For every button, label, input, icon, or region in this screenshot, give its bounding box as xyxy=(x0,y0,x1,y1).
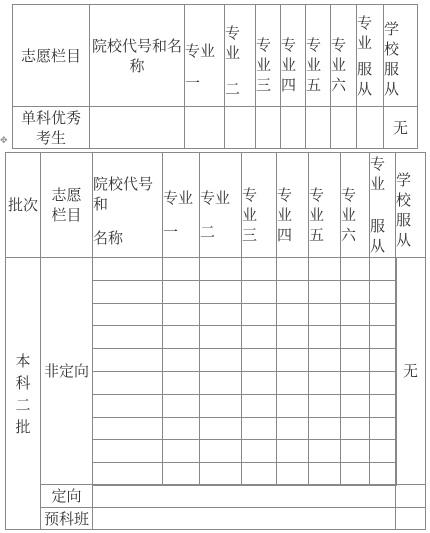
t1-header-zhiyuan-text: 志愿栏目 xyxy=(20,46,81,65)
t1-header-zy2 xyxy=(224,4,256,107)
t2-batch-a: 本 xyxy=(15,351,31,370)
t2-entry-cell[interactable] xyxy=(241,417,277,440)
t2-header-zy3-b: 业 xyxy=(242,206,258,224)
t2-entry-cell[interactable] xyxy=(369,280,397,304)
t1-header-zy5-c: 五 xyxy=(306,75,322,94)
t1-header-zy2-a: 专 xyxy=(225,23,241,42)
t1-header-zhiyuan xyxy=(12,4,90,107)
t2-header-zy4-a: 专 xyxy=(277,186,293,204)
t2-entry-cell[interactable] xyxy=(340,257,370,281)
table-anchor-icon[interactable]: ✥ xyxy=(0,136,8,146)
t2-header-yuanxiao xyxy=(92,152,163,258)
t2-entry-cell[interactable] xyxy=(92,257,163,281)
t2-entry-cell[interactable] xyxy=(92,280,163,304)
t2-header-zhiyuan xyxy=(40,152,93,258)
t2-entry-cell[interactable] xyxy=(199,371,242,395)
t2-header-zy5-a: 专 xyxy=(309,186,325,204)
t2-header-zy3-c: 三 xyxy=(242,226,258,244)
t1-header-xuexiao-a: 学 xyxy=(384,19,400,38)
t1-header-zy5 xyxy=(305,4,331,107)
t2-entry-cell[interactable] xyxy=(276,303,309,326)
t1-header-zy5-a: 专 xyxy=(306,35,322,54)
t2-header-pici-text: 批次 xyxy=(7,196,38,214)
t2-entry-cell[interactable] xyxy=(369,394,397,418)
t2-header-zy5-b: 业 xyxy=(309,206,325,224)
t2-entry-cell[interactable] xyxy=(199,257,242,281)
t2-entry-cell[interactable] xyxy=(340,280,370,304)
t2-entry-cell[interactable] xyxy=(308,462,341,486)
t2-cell-xuexiao-feidingxiang-text: 无 xyxy=(402,362,418,380)
t2-entry-cell[interactable] xyxy=(241,348,277,372)
t2-header-xuexiao-a: 学 xyxy=(396,171,412,189)
t2-header-xuexiao-b: 校 xyxy=(396,191,412,209)
t1-header-zy1 xyxy=(184,4,225,107)
t2-entry-cell[interactable] xyxy=(92,462,163,486)
t2-label-dingxiang xyxy=(40,484,93,508)
t2-label-feidingxiang xyxy=(40,257,93,485)
t1-header-fucong-b: 业 xyxy=(357,33,373,52)
t2-entry-cell[interactable] xyxy=(369,257,397,281)
t2-header-xuexiao-d: 从 xyxy=(396,231,412,249)
t2-entry-cell[interactable] xyxy=(308,348,341,372)
t2-entry-cell[interactable] xyxy=(162,325,200,349)
t2-entry-cell[interactable] xyxy=(308,417,341,440)
t2-entry-cell[interactable] xyxy=(308,371,341,395)
t2-entry-cell[interactable] xyxy=(340,303,370,326)
t1-header-zy1-a: 专业 xyxy=(185,41,216,60)
t1-cell-fucong[interactable] xyxy=(356,106,384,149)
t2-entry-cell[interactable] xyxy=(162,417,200,440)
t2-entry-cell[interactable] xyxy=(162,348,200,372)
t2-header-zy4 xyxy=(276,152,309,258)
t1-header-zy4-c: 四 xyxy=(281,75,297,94)
t2-entry-cell[interactable] xyxy=(340,417,370,440)
t1-cell-zy3[interactable] xyxy=(255,106,281,149)
t1-row-label-text: 单科优秀考生 xyxy=(20,108,81,147)
t1-header-zy4 xyxy=(280,4,306,107)
t2-entry-cell[interactable] xyxy=(162,280,200,304)
t1-header-xuexiao-b: 校 xyxy=(384,39,400,58)
t2-entry-cell[interactable] xyxy=(276,462,309,486)
t2-entry-cell[interactable] xyxy=(369,417,397,440)
t2-entry-cell[interactable] xyxy=(92,348,163,372)
t2-header-zy1-a: 专业 xyxy=(163,189,194,207)
t2-entry-cell[interactable] xyxy=(340,325,370,349)
t1-header-zy3 xyxy=(255,4,281,107)
t2-entry-cell[interactable] xyxy=(241,439,277,463)
t2-entry-cell[interactable] xyxy=(276,280,309,304)
t1-header-zy5-b: 业 xyxy=(306,55,322,74)
t1-header-zy6 xyxy=(330,4,357,107)
t2-header-zy6-a: 专 xyxy=(341,186,357,204)
t1-header-zy6-c: 六 xyxy=(331,75,347,94)
t2-batch-c: 二 xyxy=(15,395,31,414)
t2-entry-cell[interactable] xyxy=(308,439,341,463)
t2-header-zy4-c: 四 xyxy=(277,226,293,244)
t2-entry-cell[interactable] xyxy=(369,439,397,463)
t1-cell-zy1[interactable] xyxy=(184,106,225,149)
t1-cell-xuexiao xyxy=(383,106,418,149)
t2-entry-cell[interactable] xyxy=(340,439,370,463)
t2-header-zy5-c: 五 xyxy=(309,226,325,244)
t2-header-fucong xyxy=(369,152,396,258)
t2-cell-xuexiao-feidingxiang xyxy=(395,257,426,485)
t2-entry-cell[interactable] xyxy=(276,348,309,372)
t2-header-fucong-a: 专 xyxy=(370,155,386,173)
t1-header-zy3-c: 三 xyxy=(256,75,272,94)
t2-label-yukeban xyxy=(40,507,93,530)
t2-entry-cell[interactable] xyxy=(276,371,309,395)
t2-entry-cell[interactable] xyxy=(308,257,341,281)
t2-entry-cell[interactable] xyxy=(276,257,309,281)
t2-entry-cell[interactable] xyxy=(276,394,309,418)
t2-row-yukeban[interactable] xyxy=(92,507,396,530)
t2-row-dingxiang[interactable] xyxy=(92,484,396,508)
t2-entry-cell[interactable] xyxy=(162,439,200,463)
t1-header-fucong xyxy=(356,4,384,107)
t2-header-zhiyuan-text: 志愿栏目 xyxy=(51,186,82,224)
t2-label-dingxiang-text: 定向 xyxy=(51,487,82,505)
t2-entry-cell[interactable] xyxy=(241,303,277,326)
t2-entry-cell[interactable] xyxy=(92,371,163,395)
t1-cell-zy2[interactable] xyxy=(224,106,256,149)
t1-header-zy6-a: 专 xyxy=(331,35,347,54)
t1-cell-zy6[interactable] xyxy=(330,106,357,149)
t2-entry-cell[interactable] xyxy=(340,348,370,372)
t2-entry-cell[interactable] xyxy=(369,303,397,326)
t2-header-zy6-b: 业 xyxy=(341,206,357,224)
t2-entry-cell[interactable] xyxy=(92,303,163,326)
t2-entry-cell[interactable] xyxy=(199,303,242,326)
t1-header-zy2-c: 二 xyxy=(225,79,241,98)
t2-entry-cell[interactable] xyxy=(92,325,163,349)
t2-entry-cell[interactable] xyxy=(369,462,397,486)
t2-header-zy2-b: 二 xyxy=(200,223,216,241)
t2-entry-cell[interactable] xyxy=(369,348,397,372)
t2-entry-cell[interactable] xyxy=(241,371,277,395)
t2-header-yuanxiao-b: 和 xyxy=(93,195,109,213)
t1-cell-yuanxiao[interactable] xyxy=(89,106,185,149)
t2-header-zy1 xyxy=(162,152,200,258)
t2-entry-cell[interactable] xyxy=(340,462,370,486)
t2-entry-cell[interactable] xyxy=(241,257,277,281)
t2-entry-cell[interactable] xyxy=(162,371,200,395)
t1-header-xuexiao xyxy=(383,4,418,107)
t1-header-zy3-b: 业 xyxy=(256,55,272,74)
t2-entry-cell[interactable] xyxy=(308,280,341,304)
t1-header-yuanxiao-text: 院校代号和名称 xyxy=(91,36,182,75)
t1-cell-zy4[interactable] xyxy=(280,106,306,149)
t2-header-zy2 xyxy=(199,152,242,258)
t2-entry-cell[interactable] xyxy=(199,417,242,440)
t2-entry-cell[interactable] xyxy=(241,280,277,304)
t2-header-pici xyxy=(5,152,41,258)
t1-header-fucong-a: 专 xyxy=(357,13,373,32)
t2-entry-cell[interactable] xyxy=(162,462,200,486)
t1-header-zy2-b: 业 xyxy=(225,43,241,62)
t2-header-yuanxiao-a: 院校代号 xyxy=(93,175,154,193)
t2-header-zy2-a: 专业 xyxy=(200,189,231,207)
t2-entry-cell[interactable] xyxy=(199,439,242,463)
t1-row-label xyxy=(12,106,90,149)
t2-entry-cell[interactable] xyxy=(199,348,242,372)
t2-header-yuanxiao-c: 名称 xyxy=(93,229,124,247)
t2-entry-cell[interactable] xyxy=(199,462,242,486)
t1-header-zy6-b: 业 xyxy=(331,55,347,74)
t2-header-zy4-b: 业 xyxy=(277,206,293,224)
t2-batch xyxy=(5,257,41,530)
t2-entry-cell[interactable] xyxy=(92,439,163,463)
t1-header-zy1-b: 一 xyxy=(185,73,201,92)
t2-entry-cell[interactable] xyxy=(276,439,309,463)
t2-batch-b: 科 xyxy=(15,373,31,392)
t1-header-xuexiao-d: 从 xyxy=(384,79,400,98)
t2-entry-cell[interactable] xyxy=(92,417,163,440)
t2-header-fucong-c: 服 xyxy=(370,217,386,235)
t2-entry-cell[interactable] xyxy=(162,394,200,418)
t2-entry-cell[interactable] xyxy=(369,325,397,349)
t1-header-zy4-a: 专 xyxy=(281,35,297,54)
t1-cell-xuexiao-text: 无 xyxy=(392,118,408,137)
t1-cell-zy5[interactable] xyxy=(305,106,331,149)
t2-header-fucong-d: 从 xyxy=(370,237,386,255)
t2-batch-d: 批 xyxy=(15,417,31,436)
t2-entry-cell[interactable] xyxy=(308,325,341,349)
t2-entry-cell[interactable] xyxy=(162,257,200,281)
t1-header-zy4-b: 业 xyxy=(281,55,297,74)
t2-entry-cell[interactable] xyxy=(308,303,341,326)
t2-label-yukeban-text: 预科班 xyxy=(43,509,89,528)
t1-header-xuexiao-c: 服 xyxy=(384,59,400,78)
t2-header-zy1-b: 一 xyxy=(163,223,179,241)
t2-entry-cell[interactable] xyxy=(276,417,309,440)
t1-header-yuanxiao xyxy=(89,4,185,107)
t2-entry-cell[interactable] xyxy=(241,325,277,349)
t2-entry-cell[interactable] xyxy=(340,371,370,395)
t2-header-zy6-c: 六 xyxy=(341,226,357,244)
t2-cell-xuexiao-dingxiang[interactable] xyxy=(395,484,426,508)
t2-entry-cell[interactable] xyxy=(199,280,242,304)
t2-header-zy6 xyxy=(340,152,370,258)
t2-entry-cell[interactable] xyxy=(340,394,370,418)
t2-label-feidingxiang-text: 非定向 xyxy=(43,362,89,380)
t2-entry-cell[interactable] xyxy=(276,325,309,349)
t1-header-zy3-a: 专 xyxy=(256,35,272,54)
t2-header-zy3 xyxy=(241,152,277,258)
t2-header-zy5 xyxy=(308,152,341,258)
t2-header-fucong-b: 业 xyxy=(370,175,386,193)
t2-entry-cell[interactable] xyxy=(369,371,397,395)
t1-header-fucong-d: 从 xyxy=(357,79,373,98)
t2-entry-cell[interactable] xyxy=(308,394,341,418)
t2-entry-cell[interactable] xyxy=(241,462,277,486)
t2-header-zy3-a: 专 xyxy=(242,186,258,204)
t2-entry-cell[interactable] xyxy=(199,325,242,349)
t1-header-fucong-c: 服 xyxy=(357,59,373,78)
t2-cell-xuexiao-yukeban[interactable] xyxy=(395,507,426,530)
t2-header-xuexiao xyxy=(395,152,426,258)
t2-entry-cell[interactable] xyxy=(199,394,242,418)
t2-entry-cell[interactable] xyxy=(241,394,277,418)
t2-entry-cell[interactable] xyxy=(92,394,163,418)
t2-entry-cell[interactable] xyxy=(162,303,200,326)
t2-header-xuexiao-c: 服 xyxy=(396,211,412,229)
